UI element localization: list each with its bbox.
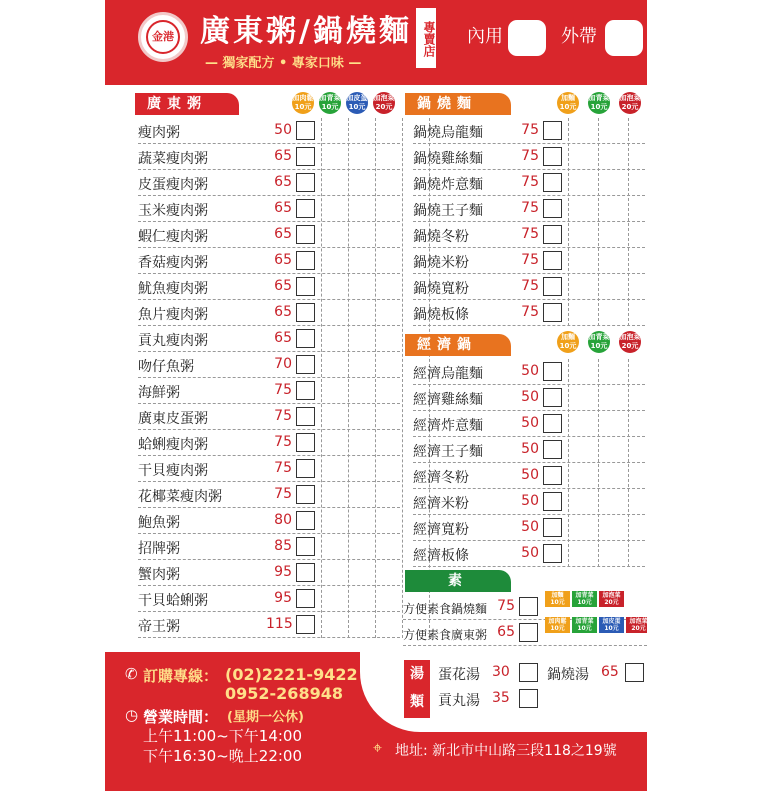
menu-item-checkbox[interactable] (296, 563, 315, 582)
veg-item-row (403, 620, 647, 646)
addon-name: 加麵 (561, 333, 575, 341)
menu-item-row (138, 404, 400, 430)
menu-item-row (138, 170, 400, 196)
menu-item-row (138, 430, 400, 456)
addon-price: 10元 (559, 103, 577, 111)
menu-item-row (413, 411, 645, 437)
menu-item-price: 75 (521, 252, 539, 268)
addon-grid-column (568, 359, 569, 567)
addon-badge (373, 92, 395, 114)
menu-item-price: 75 (521, 122, 539, 138)
menu-item-name: 鍋燒王子麵 (413, 203, 483, 219)
menu-item-price: 75 (274, 486, 292, 502)
veg-item-name: 方便素食廣東粥 (403, 628, 488, 642)
addon-name: 加皮蛋 (346, 94, 368, 102)
menu-item-price: 50 (521, 389, 539, 405)
menu-item-name: 廣東皮蛋粥 (138, 411, 208, 427)
menu-item-price: 85 (274, 538, 292, 554)
addon-grid-column (568, 118, 569, 326)
menu-item-checkbox[interactable] (543, 440, 562, 459)
addon-badge (619, 331, 641, 353)
addon-price: 20元 (621, 342, 639, 350)
menu-item-name: 魷魚瘦肉粥 (138, 281, 208, 297)
addon-price: 20元 (604, 599, 619, 606)
soup-item-price: 35 (492, 690, 510, 706)
menu-item-row (138, 456, 400, 482)
menu-item-name: 蟹肉粥 (138, 567, 180, 583)
menu-item-checkbox[interactable] (296, 459, 315, 478)
menu-item-row (138, 222, 400, 248)
menu-item-name: 海鮮粥 (138, 385, 180, 401)
addon-name: 加泡菜 (602, 592, 621, 599)
addon-name: 加泡菜 (373, 94, 395, 102)
menu-item-name: 瘦肉粥 (138, 125, 180, 141)
menu-item-checkbox[interactable] (296, 355, 315, 374)
addon-badge (346, 92, 368, 114)
addon-grid-column (402, 118, 403, 638)
menu-item-row (413, 437, 645, 463)
menu-item-price: 65 (274, 174, 292, 190)
veg-item-checkbox[interactable] (519, 623, 538, 642)
menu-item-row (413, 541, 645, 567)
menu-item-price: 75 (521, 226, 539, 242)
addon-grid-column (598, 359, 599, 567)
addon-name: 加肉鬆 (292, 94, 314, 102)
shop-logo (138, 12, 188, 62)
menu-item-checkbox[interactable] (296, 199, 315, 218)
menu-item-price: 65 (274, 304, 292, 320)
menu-item-name: 招牌粥 (138, 541, 180, 557)
addon-badge (557, 331, 579, 353)
menu-item-checkbox[interactable] (543, 362, 562, 381)
menu-item-price: 75 (274, 408, 292, 424)
logo-text: 金港 (146, 20, 180, 54)
hours-pm: 下午16:30~晚上22:00 (143, 747, 303, 765)
menu-item-row (138, 586, 400, 612)
dine-in-label: 內用 (467, 26, 503, 47)
menu-item-name: 鮑魚粥 (138, 515, 180, 531)
menu-item-name: 經濟炸意麵 (413, 418, 483, 434)
menu-item-row (138, 144, 400, 170)
addon-price: 10元 (559, 342, 577, 350)
menu-item-row (413, 463, 645, 489)
addon-name: 加青菜 (588, 333, 610, 341)
menu-item-price: 65 (274, 252, 292, 268)
menu-item-row (138, 248, 400, 274)
veg-addon-badge (545, 617, 570, 633)
menu-item-name: 經濟烏龍麵 (413, 366, 483, 382)
menu-item-price: 65 (274, 200, 292, 216)
menu-item-price: 115 (266, 616, 293, 632)
menu-item-row (138, 300, 400, 326)
menu-item-checkbox[interactable] (296, 381, 315, 400)
menu-item-name: 經濟王子麵 (413, 444, 483, 460)
addon-price: 20元 (631, 625, 646, 632)
menu-item-checkbox[interactable] (543, 225, 562, 244)
menu-item-checkbox[interactable] (543, 518, 562, 537)
veg-item-checkbox[interactable] (519, 597, 538, 616)
phone-number-2[interactable]: 0952-268948 (225, 684, 343, 703)
menu-item-checkbox[interactable] (543, 121, 562, 140)
menu-item-price: 65 (274, 148, 292, 164)
soup-item-name: 貢丸湯 (438, 693, 480, 709)
menu-item-checkbox[interactable] (543, 492, 562, 511)
menu-item-row (138, 612, 400, 638)
menu-item-name: 鍋燒炸意麵 (413, 177, 483, 193)
menu-item-checkbox[interactable] (543, 199, 562, 218)
hours-label: 營業時間： (143, 708, 219, 726)
menu-item-price: 50 (521, 519, 539, 535)
menu-item-checkbox[interactable] (296, 615, 315, 634)
addon-badge (319, 92, 341, 114)
hours-am: 上午11:00~下午14:00 (143, 727, 303, 745)
menu-item-row (413, 170, 645, 196)
addon-grid-column (375, 118, 376, 638)
addon-badge (619, 92, 641, 114)
soup-item-price: 65 (601, 664, 619, 680)
menu-item-checkbox[interactable] (543, 147, 562, 166)
addon-price: 20元 (375, 103, 393, 111)
menu-item-checkbox[interactable] (296, 173, 315, 192)
menu-item-row (138, 274, 400, 300)
addon-name: 加泡菜 (629, 618, 647, 625)
shop-title: 廣東粥/鍋燒麵 (200, 14, 412, 49)
addon-name: 加皮蛋 (602, 618, 621, 625)
menu-item-checkbox[interactable] (296, 121, 315, 140)
addon-price: 10元 (590, 103, 608, 111)
menu-item-row (413, 248, 645, 274)
congee-section-title: 廣東粥 (135, 93, 239, 115)
menu-item-price: 70 (274, 356, 292, 372)
menu-item-price: 50 (274, 122, 292, 138)
menu-item-price: 50 (521, 493, 539, 509)
menu-item-checkbox[interactable] (543, 277, 562, 296)
menu-item-price: 75 (274, 434, 292, 450)
menu-item-row (138, 352, 400, 378)
menu-item-name: 經濟雞絲麵 (413, 392, 483, 408)
phone-icon: ✆ (125, 665, 138, 683)
addon-badge (588, 331, 610, 353)
veg-addon-badge (572, 617, 597, 633)
addon-name: 加青菜 (575, 618, 594, 625)
menu-item-checkbox[interactable] (543, 173, 562, 192)
menu-item-row (138, 196, 400, 222)
location-pin-icon: ⌖ (373, 738, 383, 757)
menu-item-checkbox[interactable] (296, 303, 315, 322)
menu-item-row (138, 508, 400, 534)
menu-item-price: 65 (274, 278, 292, 294)
menu-header (105, 0, 647, 85)
menu-item-price: 65 (274, 330, 292, 346)
menu-item-name: 帝王粥 (138, 619, 180, 635)
menu-item-name: 經濟米粉 (413, 496, 469, 512)
veg-addon-badge (572, 591, 597, 607)
slogan: — 獨家配方 • 專家口味 — (205, 56, 362, 71)
menu-item-price: 50 (521, 545, 539, 561)
addon-name: 加青菜 (588, 94, 610, 102)
menu-item-name: 貢丸瘦肉粥 (138, 333, 208, 349)
menu-item-price: 75 (521, 304, 539, 320)
menu-item-name: 鍋燒冬粉 (413, 229, 469, 245)
soup-item-checkbox[interactable] (519, 663, 538, 682)
addon-grid-column (628, 118, 629, 326)
menu-item-checkbox[interactable] (296, 225, 315, 244)
menu-item-price: 75 (521, 200, 539, 216)
takeout-label: 外帶 (561, 26, 597, 47)
menu-item-checkbox[interactable] (296, 511, 315, 530)
menu-item-name: 鍋燒米粉 (413, 255, 469, 271)
menu-item-name: 鍋燒烏龍麵 (413, 125, 483, 141)
menu-item-name: 皮蛋瘦肉粥 (138, 177, 208, 193)
menu-item-row (413, 118, 645, 144)
menu-item-name: 鍋燒雞絲麵 (413, 151, 483, 167)
menu-item-name: 經濟寬粉 (413, 522, 469, 538)
closed-day: (星期一公休) (227, 710, 304, 725)
menu-item-price: 50 (521, 363, 539, 379)
menu-item-row (413, 300, 645, 326)
soup-item-checkbox[interactable] (625, 663, 644, 682)
menu-item-price: 75 (274, 382, 292, 398)
address: 地址: 新北市中山路三段118之19號 (395, 743, 617, 759)
menu-item-price: 95 (274, 590, 292, 606)
menu-item-name: 香菇瘦肉粥 (138, 255, 208, 271)
menu-item-row (138, 482, 400, 508)
soup-item-name: 蛋花湯 (438, 667, 480, 683)
menu-item-name: 蛤蜊瘦肉粥 (138, 437, 208, 453)
menu-item-row (413, 144, 645, 170)
menu-item-row (413, 385, 645, 411)
order-label: 訂購專線： (143, 667, 219, 685)
veg-addon-badge (599, 617, 624, 633)
addon-name: 加肉鬆 (548, 618, 567, 625)
clock-icon: ◷ (125, 706, 139, 724)
menu-item-checkbox[interactable] (296, 485, 315, 504)
menu-item-row (413, 359, 645, 385)
addon-price: 10元 (604, 625, 619, 632)
veg-section-title: 素 (405, 570, 511, 592)
menu-item-name: 干貝瘦肉粥 (138, 463, 208, 479)
addon-price: 10元 (348, 103, 366, 111)
menu-item-checkbox[interactable] (543, 303, 562, 322)
menu-item-row (138, 534, 400, 560)
menu-page (105, 0, 647, 791)
menu-item-row (138, 560, 400, 586)
menu-item-row (138, 118, 400, 144)
addon-grid-column (628, 359, 629, 567)
menu-item-name: 鍋燒板條 (413, 307, 469, 323)
menu-item-name: 經濟冬粉 (413, 470, 469, 486)
menu-item-price: 75 (521, 278, 539, 294)
addon-price: 20元 (621, 103, 639, 111)
addon-name: 加青菜 (319, 94, 341, 102)
menu-item-name: 魚片瘦肉粥 (138, 307, 208, 323)
menu-item-price: 65 (274, 226, 292, 242)
addon-price: 10元 (577, 599, 592, 606)
veg-item-price: 65 (497, 624, 515, 640)
menu-item-name: 鍋燒寬粉 (413, 281, 469, 297)
veg-item-name: 方便素食鍋燒麵 (403, 602, 488, 616)
menu-item-checkbox[interactable] (296, 589, 315, 608)
menu-item-checkbox[interactable] (543, 251, 562, 270)
menu-item-checkbox[interactable] (296, 251, 315, 270)
addon-price: 10元 (590, 342, 608, 350)
menu-item-price: 50 (521, 467, 539, 483)
veg-addon-badge (626, 617, 647, 633)
menu-item-name: 經濟板條 (413, 548, 469, 564)
economy-section-title: 經濟鍋 (405, 334, 511, 356)
soup-item-checkbox[interactable] (519, 689, 538, 708)
addon-price: 10元 (577, 625, 592, 632)
menu-item-row (413, 196, 645, 222)
menu-item-name: 玉米瘦肉粥 (138, 203, 208, 219)
menu-item-checkbox[interactable] (296, 407, 315, 426)
menu-item-checkbox[interactable] (296, 537, 315, 556)
menu-item-row (413, 274, 645, 300)
addon-name: 加泡菜 (619, 94, 641, 102)
menu-item-row (413, 515, 645, 541)
menu-item-name: 花椰菜瘦肉粥 (138, 489, 222, 505)
menu-item-name: 蝦仁瘦肉粥 (138, 229, 208, 245)
menu-item-checkbox[interactable] (543, 388, 562, 407)
menu-item-price: 50 (521, 415, 539, 431)
addon-price: 10元 (550, 599, 565, 606)
menu-item-price: 80 (274, 512, 292, 528)
takeout-checkbox[interactable] (605, 20, 643, 56)
menu-item-price: 75 (521, 148, 539, 164)
menu-item-checkbox[interactable] (296, 277, 315, 296)
dine-in-checkbox[interactable] (508, 20, 546, 56)
soup-item-name: 鍋燒湯 (547, 667, 589, 683)
addon-name: 加泡菜 (619, 333, 641, 341)
addon-badge (588, 92, 610, 114)
addon-name: 加麵 (551, 592, 564, 599)
veg-item-price: 75 (497, 598, 515, 614)
menu-item-row (138, 378, 400, 404)
soup-section-title: 湯類 (404, 660, 430, 718)
menu-item-price: 75 (521, 174, 539, 190)
menu-item-checkbox[interactable] (296, 433, 315, 452)
menu-item-row (138, 326, 400, 352)
soup-item-price: 30 (492, 664, 510, 680)
addon-grid-column (598, 118, 599, 326)
menu-item-row (413, 222, 645, 248)
menu-item-checkbox[interactable] (296, 147, 315, 166)
addon-price: 10元 (550, 625, 565, 632)
phone-number-1[interactable]: (02)2221-9422 (225, 665, 358, 684)
addon-badge (292, 92, 314, 114)
menu-item-checkbox[interactable] (296, 329, 315, 348)
addon-grid-column (348, 118, 349, 638)
specialty-tag: 專賣店 (416, 8, 436, 68)
menu-item-checkbox[interactable] (543, 414, 562, 433)
addon-badge (557, 92, 579, 114)
menu-item-price: 50 (521, 441, 539, 457)
menu-item-name: 蔬菜瘦肉粥 (138, 151, 208, 167)
menu-item-price: 75 (274, 460, 292, 476)
menu-item-row (413, 489, 645, 515)
veg-addon-badge (545, 591, 570, 607)
addon-price: 10元 (294, 103, 312, 111)
addon-price: 10元 (321, 103, 339, 111)
menu-item-checkbox[interactable] (543, 544, 562, 563)
addon-name: 加麵 (561, 94, 575, 102)
menu-item-checkbox[interactable] (543, 466, 562, 485)
noodle-section-title: 鍋燒麵 (405, 93, 511, 115)
menu-item-name: 干貝蛤蜊粥 (138, 593, 208, 609)
veg-addon-badge (599, 591, 624, 607)
menu-item-name: 吻仔魚粥 (138, 359, 194, 375)
menu-item-price: 95 (274, 564, 292, 580)
addon-grid-column (321, 118, 322, 638)
addon-name: 加青菜 (575, 592, 594, 599)
